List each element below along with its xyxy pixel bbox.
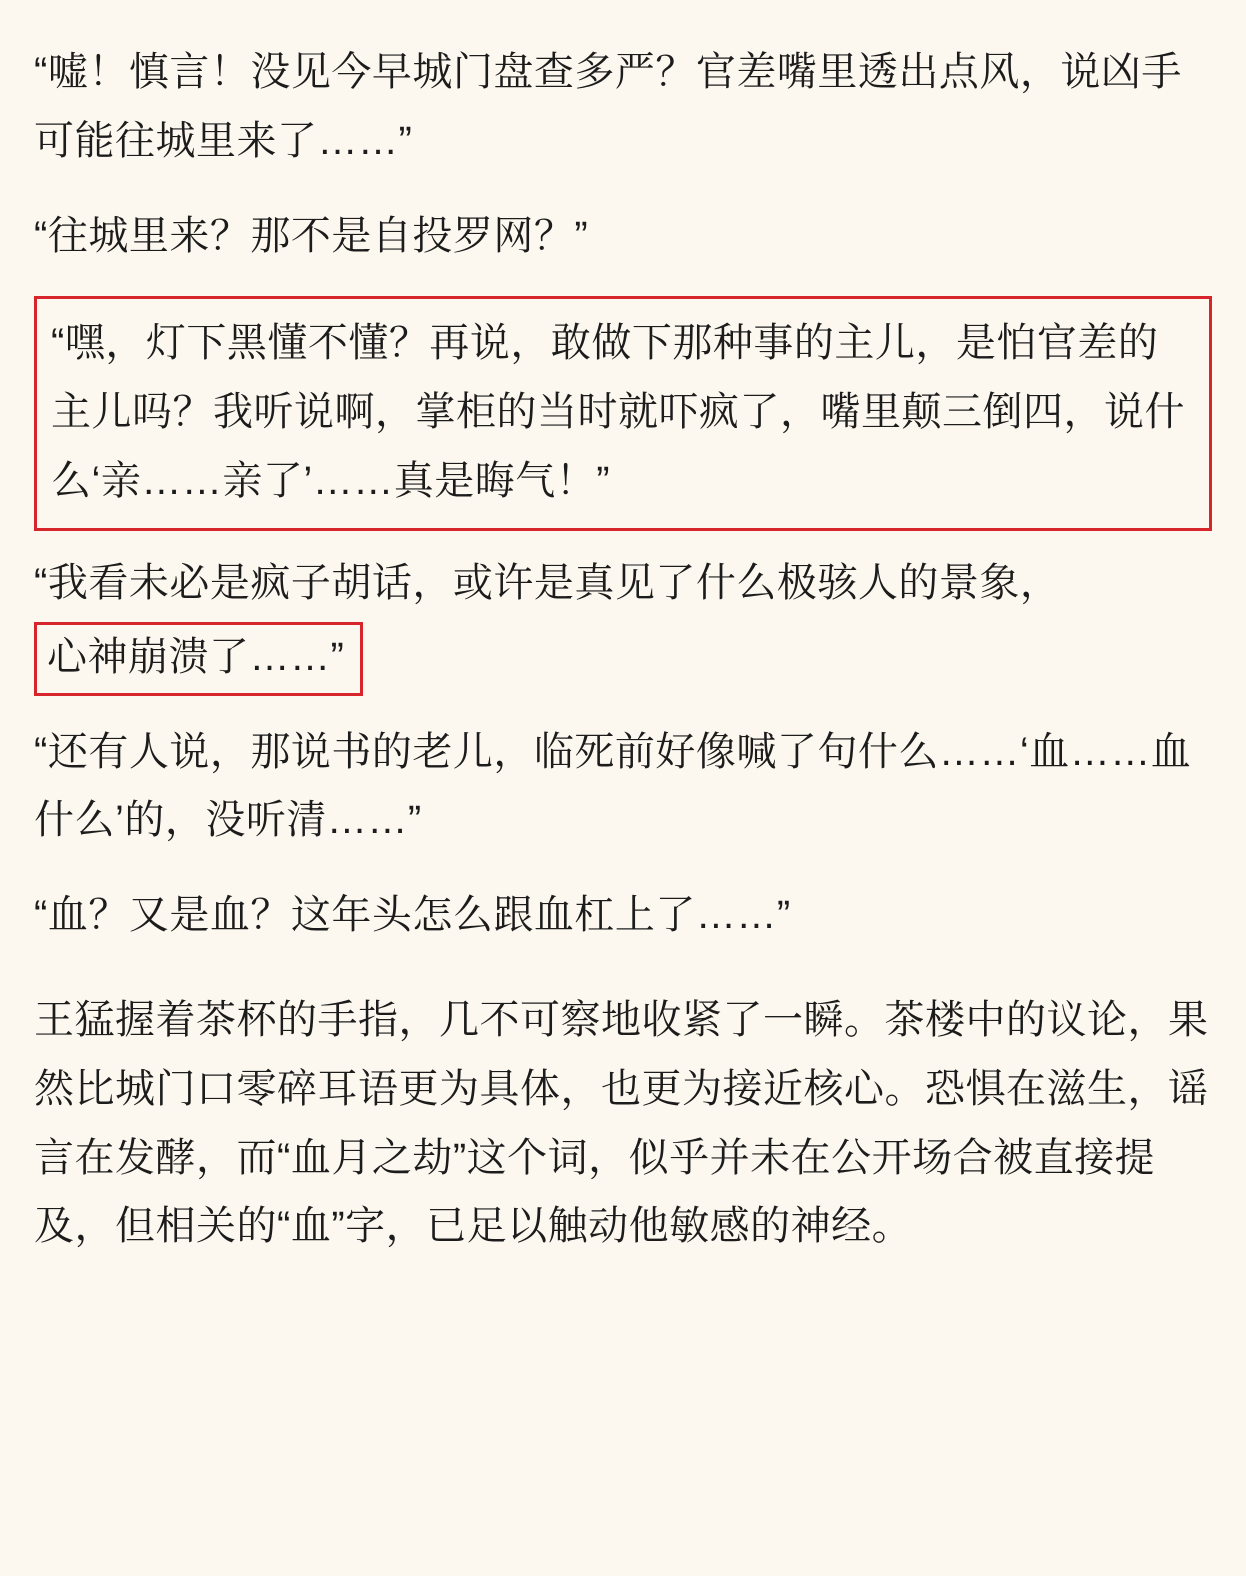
highlight-box-inline-phrase: 心神崩溃了……” [34, 622, 363, 696]
dialogue-paragraph-3: “嘿，灯下黑懂不懂？再说，敢做下那种事的主儿，是怕官差的主儿吗？我听说啊，掌柜的当时就吓疯了，嘴里颠三倒四，说什么‘亲……亲了’……真是晦气！” [51, 321, 1185, 503]
dialogue-paragraph-1: “嘘！慎言！没见今早城门盘查多严？官差嘴里透出点风，说凶手可能往城里来了……” [34, 50, 1182, 163]
dialogue-paragraph-5: “还有人说，那说书的老儿，临死前好像喊了句什么……‘血……血什么’的，没听清……” [34, 729, 1192, 843]
dialogue-paragraph-2: “往城里来？那不是自投罗网？” [34, 213, 589, 258]
dialogue-paragraph-6: “血？又是血？这年头怎么跟血杠上了……” [34, 893, 791, 938]
dialogue-paragraph-4 [34, 549, 1212, 696]
narration-paragraph-7: 王猛握着茶杯的手指，几不可察地收紧了一瞬。茶楼中的议论，果然比城门口零碎耳语更为具体，也更为接近核心。恐惧在滋生，谣言在发酵，而“血月之劫”这个词，似乎并未在公开场合被直接提及，但相关的“血”字，已足以触动他敏感的神经。 [34, 997, 1209, 1249]
paragraph-4-lead-text: “我看未必是疯子胡话，或许是真见了什么极骇人的景象， [34, 560, 1061, 605]
highlight-box-paragraph-3 [34, 296, 1212, 530]
paragraph-4-highlight-wrap [34, 618, 1212, 696]
